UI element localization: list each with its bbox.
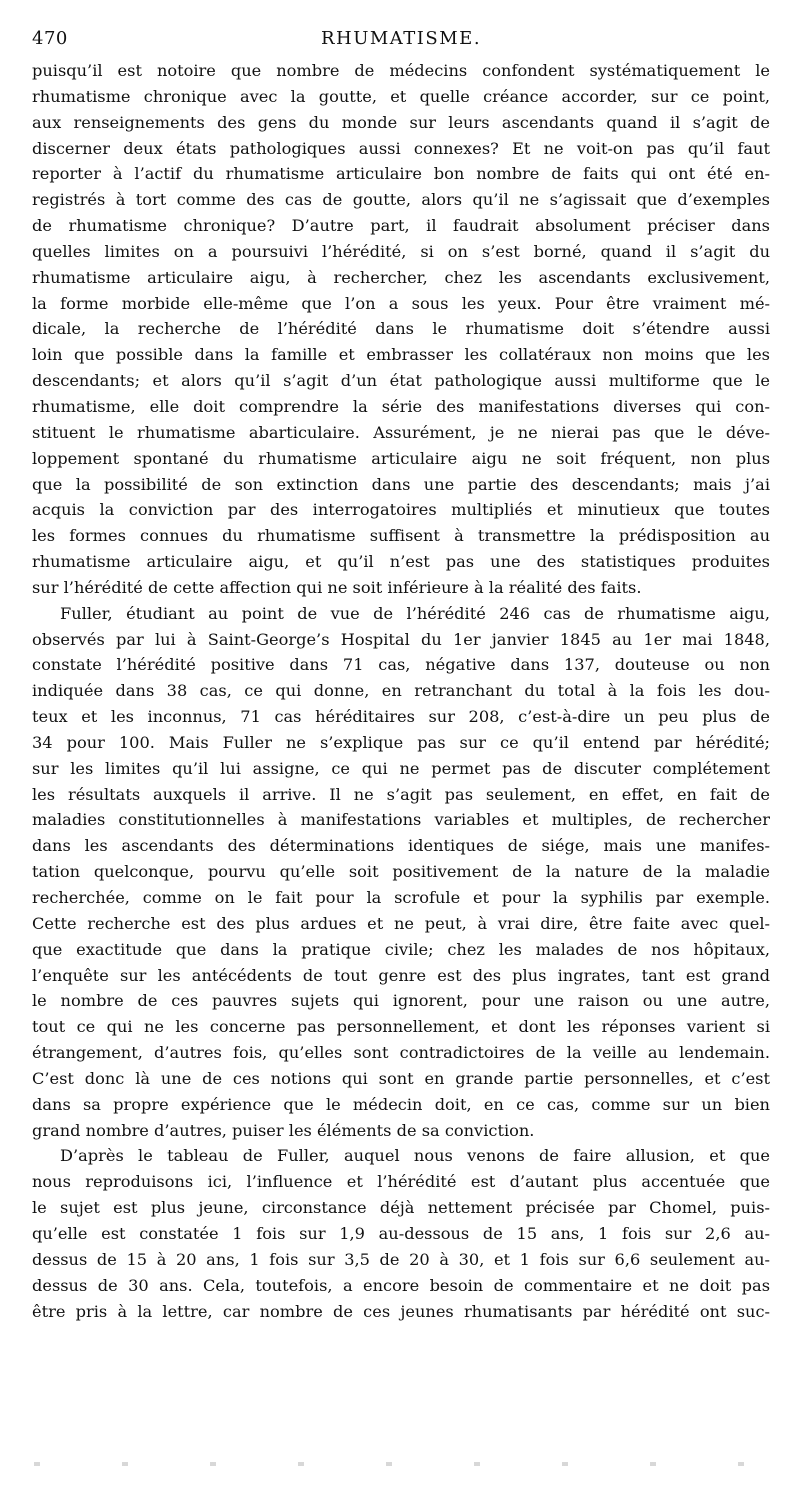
bottom-bleed-marks — [34, 1462, 764, 1466]
text-line: qu’elle est constatée 1 fois sur 1,9 au-dessous de 15 ans, 1 fois sur 2,6 au- — [32, 1223, 770, 1243]
text-line: D’après le tableau de Fuller, auquel nous venons de faire allusion, et que — [60, 1146, 770, 1166]
text-line: quelles limites on a poursuivi l’hérédité, si on s’est borné, quand il s’agit du — [32, 241, 770, 261]
text-line: discerner deux états pathologiques aussi connexes? Et ne voit-on pas qu’il faut — [32, 138, 770, 158]
text-line: recherchée, comme on le fait pour la scrofule et pour la syphilis par exemple. — [32, 888, 770, 907]
text-line: loppement spontané du rhumatisme articulaire aigu ne soit fréquent, non plus — [32, 448, 770, 468]
text-line: sur les limites qu’il lui assigne, ce qui ne permet pas de discuter complétement — [32, 758, 770, 778]
text-line: stituent le rhumatisme abarticulaire. Assurément, je ne nierai pas que le déve- — [32, 422, 770, 442]
text-line: tation quelconque, pourvu qu’elle soit positivement de la nature de la maladie — [32, 862, 770, 882]
text-line: rhumatisme chronique avec la goutte, et quelle créance accorder, sur ce point, — [32, 86, 770, 106]
text-line: que exactitude que dans la pratique civile; chez les malades de nos hôpitaux, — [32, 939, 770, 959]
text-line: Cette recherche est des plus ardues et ne peut, à vrai dire, être faite avec quel- — [32, 913, 770, 933]
text-line: puisqu’il est notoire que nombre de médecins confondent systématiquement le — [32, 61, 770, 80]
text-line: les formes connues du rhumatisme suffisent à transmettre la prédisposition au — [32, 526, 770, 546]
text-line: descendants; et alors qu’il s’agit d’un état pathologique aussi multiforme que le — [32, 371, 770, 391]
text-line: être pris à la lettre, car nombre de ces jeunes rhumatisants par hérédité ont suc- — [32, 1301, 770, 1321]
text-line: rhumatisme articulaire aigu, et qu’il n’est pas une des statistiques produites — [32, 552, 770, 572]
text-line: loin que possible dans la famille et embrasser les collatéraux non moins que les — [32, 345, 770, 365]
text-line: dans sa propre expérience que le médecin doit, en ce cas, comme sur un bien — [32, 1094, 770, 1114]
text-line: dicale, la recherche de l’hérédité dans le rhumatisme doit s’étendre aussi — [32, 319, 770, 339]
text-line: acquis la conviction par des interrogatoires multipliés et minutieux que toutes — [32, 500, 770, 520]
text-line: reporter à l’actif du rhumatisme articulaire bon nombre de faits qui ont été en- — [32, 164, 770, 184]
text-line: tout ce qui ne les concerne pas personnellement, et dont les réponses varient si — [32, 1017, 770, 1037]
text-line: maladies constitutionnelles à manifestations variables et multiples, de rechercher — [32, 810, 770, 830]
text-line: le sujet est plus jeune, circonstance déjà nettement précisée par Chomel, puis- — [32, 1198, 770, 1218]
running-head — [32, 28, 770, 58]
text-line: les résultats auxquels il arrive. Il ne s’agit pas seulement, en effet, en fait de — [32, 784, 770, 804]
text-line: rhumatisme, elle doit comprendre la série des manifestations diverses qui con- — [32, 396, 770, 416]
text-line: sur l’hérédité de cette affection qui ne soit inférieure à la réalité des faits. — [32, 577, 642, 597]
text-line: rhumatisme articulaire aigu, à rechercher, chez les ascendants exclusivement, — [32, 267, 770, 287]
book-page — [32, 28, 770, 1324]
text-line: registrés à tort comme des cas de goutte, alors qu’il ne s’agissait que d’exemples — [32, 190, 770, 210]
text-line: que la possibilité de son extinction dans une partie des descendants; mais j’ai — [32, 474, 770, 494]
text-line: l’enquête sur les antécédents de tout genre est des plus ingrates, tant est grand — [32, 965, 770, 985]
body-text — [32, 58, 770, 1324]
text-line: teux et les inconnus, 71 cas héréditaires sur 208, c’est-à-dire un peu plus de — [32, 707, 770, 727]
text-line: observés par lui à Saint-George’s Hospital du 1er janvier 1845 au 1er mai 1848, — [32, 629, 770, 649]
text-line: grand nombre d’autres, puiser les éléments de sa conviction. — [32, 1120, 535, 1140]
page-number: 470 — [32, 28, 68, 49]
chapter-title: RHUMATISME. — [320, 28, 482, 49]
text-line: de rhumatisme chronique? D’autre part, il faudrait absolument préciser dans — [32, 216, 770, 236]
text-line: C’est donc là une de ces notions qui sont en grande partie personnelles, et c’est — [32, 1068, 770, 1088]
text-line: étrangement, d’autres fois, qu’elles sont contradictoires de la veille au lendemain. — [32, 1043, 770, 1063]
text-line: dessus de 30 ans. Cela, toutefois, a encore besoin de commentaire et ne doit pas — [32, 1275, 770, 1295]
text-line: indiquée dans 38 cas, ce qui donne, en retranchant du total à la fois les dou- — [32, 681, 770, 701]
text-line: constate l’hérédité positive dans 71 cas, négative dans 137, douteuse ou non — [32, 655, 770, 675]
text-line: 34 pour 100. Mais Fuller ne s’explique pas sur ce qu’il entend par hérédité; — [32, 732, 770, 752]
text-line: dans les ascendants des déterminations identiques de siége, mais une manifes- — [32, 836, 770, 856]
text-line: Fuller, étudiant au point de vue de l’hérédité 246 cas de rhumatisme aigu, — [60, 603, 770, 623]
text-line: nous reproduisons ici, l’influence et l’hérédité est d’autant plus accentuée que — [32, 1172, 770, 1192]
text-line: dessus de 15 à 20 ans, 1 fois sur 3,5 de 20 à 30, et 1 fois sur 6,6 seulement au- — [32, 1249, 770, 1269]
text-line: aux renseignements des gens du monde sur leurs ascendants quand il s’agit de — [32, 112, 770, 132]
text-line: la forme morbide elle-même que l’on a sous les yeux. Pour être vraiment mé- — [32, 293, 770, 313]
text-line: le nombre de ces pauvres sujets qui ignorent, pour une raison ou une autre, — [32, 991, 770, 1011]
